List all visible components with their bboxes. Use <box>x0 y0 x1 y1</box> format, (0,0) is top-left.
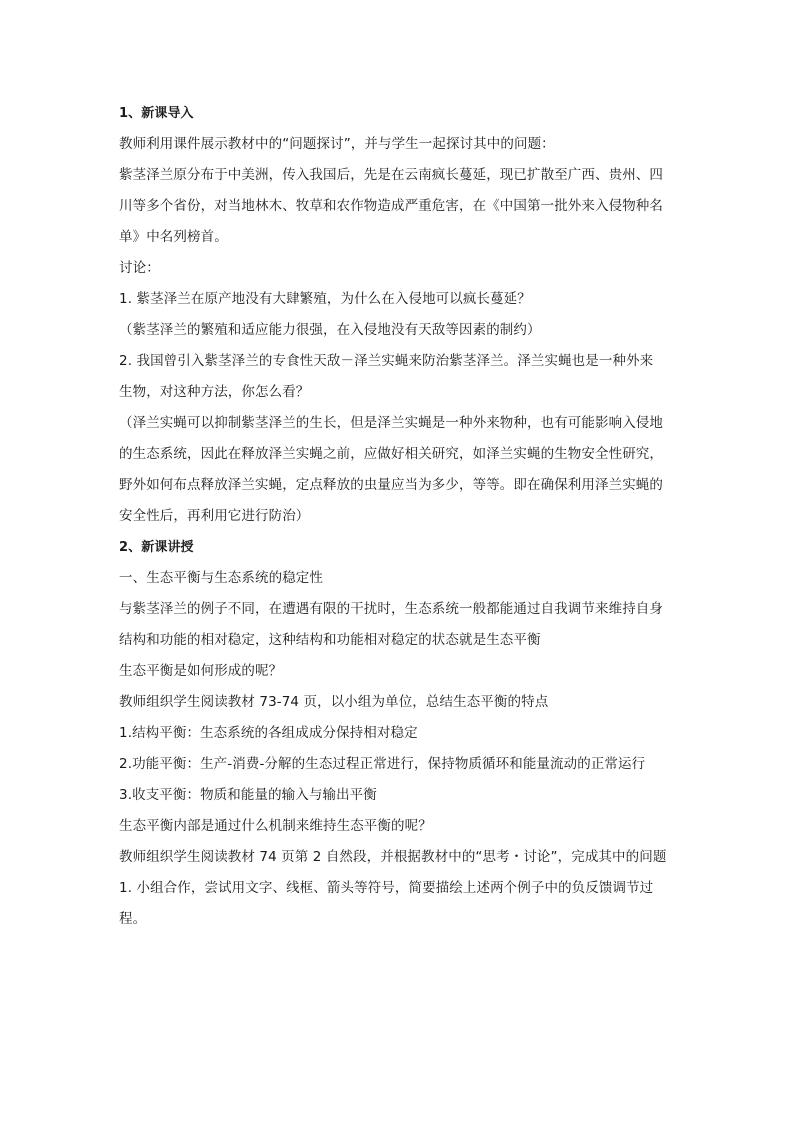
discussion-question-2: 2. 我国曾引入紫茎泽兰的专食性天敌－泽兰实蝇来防治紫茎泽兰。泽兰实蝇也是一种外来 <box>119 353 654 369</box>
subsection-title: 一、生态平衡与生态系统的稳定性 <box>119 570 323 586</box>
discussion-answer-2-cont: 野外如何布点释放泽兰实蝇，定点释放的虫量应当为多少，等等。即在确保利用泽兰实蝇的 <box>119 477 663 493</box>
section-heading-lecture: 2、新课讲授 <box>119 540 194 555</box>
intro-paragraph: 教师利用课件展示教材中的“问题探讨”，并与学生一起探讨其中的问题： <box>119 136 555 152</box>
feature-item: 1.结构平衡：生态系统的各组成成分保持相对稳定 <box>119 725 418 741</box>
document-body <box>119 98 681 935</box>
lecture-paragraph: 与紫茎泽兰的例子不同，在遭遇有限的干扰时，生态系统一般都能通过自我调节来维持自身 <box>119 601 663 617</box>
formation-question: 生态平衡是如何形成的呢？ <box>119 663 283 679</box>
discussion-answer-2-cont: 安全性后，再利用它进行防治） <box>119 508 310 524</box>
group-task-cont: 程。 <box>119 911 147 927</box>
lecture-paragraph-cont: 结构和功能的相对稳定，这种结构和功能相对稳定的状态就是生态平衡 <box>119 632 541 648</box>
reading-task: 教师组织学生阅读教材 74 页第 2 自然段，并根据教材中的“思考・讨论”，完成其中的问题 <box>119 849 667 865</box>
discussion-question-1: 1. 紫茎泽兰在原产地没有大肆繁殖，为什么在入侵地可以疯长蔓延？ <box>119 291 531 307</box>
discussion-answer-2-cont: 的生态系统，因此在释放泽兰实蝇之前，应做好相关研究，如泽兰实蝇的生物安全性研究， <box>119 446 663 462</box>
passage-line: 单》中名列榜首。 <box>119 229 228 245</box>
feature-item: 3.收支平衡：物质和能量的输入与输出平衡 <box>119 787 377 803</box>
discussion-answer-1: （紫茎泽兰的繁殖和适应能力很强，在入侵地没有天敌等因素的制约） <box>119 322 541 338</box>
discussion-answer-2: （泽兰实蝇可以抑制紫茎泽兰的生长，但是泽兰实蝇是一种外来物种，也有可能影响入侵地 <box>119 415 663 431</box>
section-heading-intro: 1、新课导入 <box>119 106 194 121</box>
passage-line: 紫茎泽兰原分布于中美洲，传入我国后，先是在云南疯长蔓延，现已扩散至广西、贵州、四 <box>119 167 663 183</box>
reading-task: 教师组织学生阅读教材 73-74 页，以小组为单位，总结生态平衡的特点 <box>119 694 549 710</box>
mechanism-question: 生态平衡内部是通过什么机制来维持生态平衡的呢？ <box>119 818 432 834</box>
discussion-label: 讨论： <box>119 260 160 276</box>
feature-item: 2.功能平衡：生产-消费-分解的生态过程正常进行，保持物质循环和能量流动的正常运行 <box>119 756 646 772</box>
group-task: 1. 小组合作，尝试用文字、线框、箭头等符号，简要描绘上述两个例子中的负反馈调节过 <box>119 880 654 896</box>
discussion-question-2-cont: 生物，对这种方法，你怎么看？ <box>119 384 310 400</box>
passage-line: 川等多个省份，对当地林木、牧草和农作物造成严重危害，在《中国第一批外来入侵物种名 <box>119 198 663 214</box>
